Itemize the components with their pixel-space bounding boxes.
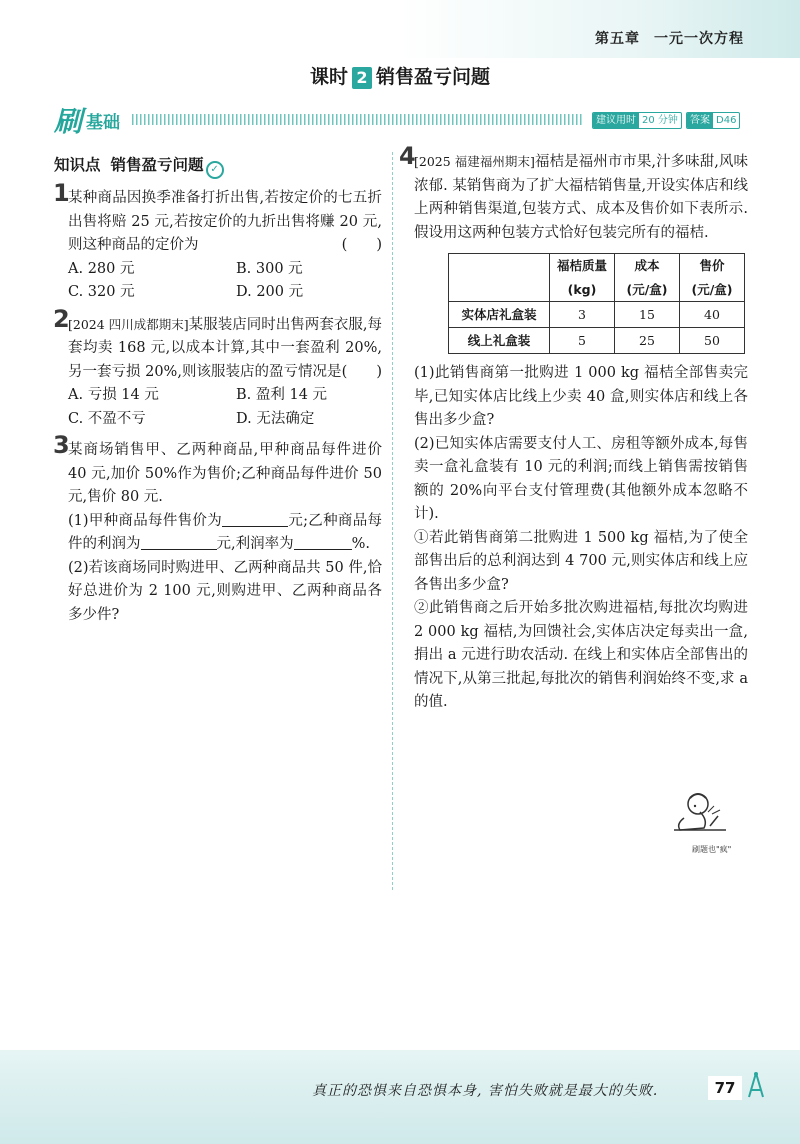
question-number: 2: [53, 304, 70, 333]
table-row: [449, 328, 745, 354]
table-cell: 25: [615, 328, 680, 354]
chapter-number: 第五章: [595, 31, 640, 47]
table-cell: 15: [615, 302, 680, 328]
table-cell: 50: [680, 328, 745, 354]
section-bar: [54, 104, 760, 138]
sub-question-1: [68, 510, 382, 557]
option-c: C. 320 元: [68, 284, 135, 300]
suggested-time-key: 建议用时: [593, 113, 639, 128]
header-line1: 福桔质量: [556, 258, 607, 273]
question-text: 某种商品因换季准备打折出售,若按定价的七五折出售将赔 25 元,若按定价的九折出售将赚 20 元,则这种商品的定价为: [68, 190, 382, 253]
answer-page-tag: [686, 112, 740, 129]
table-header-cell: [550, 254, 615, 302]
section-logo: 刷: [54, 105, 83, 138]
answer-parentheses: ( ): [341, 237, 382, 253]
sub1-part-a: (1)甲种商品每件售价为: [68, 512, 223, 529]
knowledge-point-title: [54, 154, 382, 179]
sub-question-2-2: ②此销售商之后开始多批次购进福桔,每批次均购进 2 000 kg 福桔,为回馈社会,实体店决定每卖出一盒,捐出 a 元进行助农活动. 在线上和实体店全部售出的情况下,从第三批起,每批次的销售利润始终不变,求 a 的值.: [414, 600, 748, 710]
question-number: 4: [399, 142, 416, 170]
right-column: [399, 142, 748, 723]
study-doodle-icon: [660, 786, 750, 858]
table-row: [449, 302, 745, 328]
question-2: [53, 304, 382, 432]
option-c: C. 不盈不亏: [68, 410, 146, 427]
suggested-time-tag: [592, 112, 682, 129]
table-header-cell: [615, 254, 680, 302]
knowledge-point-label: 知识点: [54, 156, 101, 174]
question-text: 某服装店同时出售两套衣服,每套均卖 168 元,以成本计算,其中一套盈利 20%,另一套亏损 20%,则该服装店的盈亏情况是: [68, 316, 382, 380]
question-number: 1: [53, 179, 70, 207]
question-1: [53, 179, 382, 305]
section-stripe: [132, 114, 584, 125]
table-cell: 40: [680, 302, 745, 328]
check-icon: ✓: [206, 161, 224, 179]
sub1-part-c: 元,利润率为: [216, 536, 294, 552]
lesson-number-badge: 2: [352, 67, 372, 89]
sub-question-2: (2)已知实体店需要支付人工、房租等额外成本,每售卖一盒礼盒装有 10 元的利润;而线上销售需按销售额的 20%向平台支付管理费(其他额外成本忽略不计).: [414, 435, 748, 522]
header-line2: (元/盒): [691, 281, 733, 297]
compass-icon: [744, 1070, 768, 1100]
table-corner: [449, 254, 550, 302]
option-a: A. 亏损 14 元: [68, 387, 159, 403]
question-number: 3: [53, 431, 70, 459]
page-number: 77: [708, 1076, 742, 1100]
option-d: D. 200 元: [236, 284, 304, 300]
options: [68, 258, 382, 305]
question-source: [2024 四川成都期末]: [68, 316, 189, 332]
answer-blank[interactable]: [141, 533, 217, 550]
doodle-caption: 刷题也"疯": [692, 845, 732, 854]
table-cell: 3: [550, 302, 615, 328]
knowledge-point-name: 销售盈亏问题: [110, 156, 204, 174]
header-line1: 售价: [699, 258, 725, 273]
question-source: [2025 福建福州期末]: [414, 154, 535, 169]
lesson-name: 销售盈亏问题: [376, 66, 491, 88]
sub1-part-b: 元;乙种商品每件的利润为: [68, 512, 383, 552]
answer-value: D46: [716, 115, 737, 126]
table-cell: 5: [550, 328, 615, 354]
sub-question-2-1: ①若此销售商第二批购进 1 500 kg 福桔,为了使全部售出后的总利润达到 4 700 元,则实体店和线上应各售出多少盒?: [414, 529, 748, 593]
lesson-prefix: 课时: [309, 66, 348, 88]
chapter-label: [595, 28, 744, 48]
header-line1: 成本: [634, 258, 660, 273]
header-line2: (kg): [567, 281, 597, 297]
sub-question-1: (1)此销售商第一批购进 1 000 kg 福桔全部售卖完毕,已知实体店比线上少卖 40 盒,则实体店和线上各售出多少盒?: [414, 365, 748, 428]
option-b: B. 300 元: [236, 260, 303, 277]
suggested-time-value: 20 分钟: [642, 115, 678, 126]
answer-blank[interactable]: [222, 510, 288, 527]
table-header-cell: [680, 254, 745, 302]
question-3: [53, 431, 383, 627]
footer-quote: 真正的恐惧来自恐惧本身, 害怕失败就是最大的失败.: [312, 1083, 659, 1099]
lesson-title: [0, 62, 800, 89]
table-row-header: 实体店礼盒装: [449, 302, 550, 328]
section-name: 基础: [86, 113, 120, 133]
answer-blank[interactable]: [294, 533, 352, 550]
question-text: 某商场销售甲、乙两种商品,甲种商品每件进价 40 元,加价 50%作为售价;乙种商品每件进价 50 元,售价 80 元.: [68, 442, 382, 505]
header-line2: (元/盒): [626, 281, 668, 297]
question-4: [399, 142, 748, 715]
options: [68, 384, 382, 431]
packaging-table: [448, 253, 745, 354]
table-row-header: 线上礼盒装: [449, 328, 550, 354]
answer-key: 答案: [687, 113, 713, 128]
sub1-part-d: %.: [351, 536, 370, 552]
option-d: D. 无法确定: [236, 410, 315, 427]
question-text: 福桔是福州市市果,汁多味甜,风味浓郁. 某销售商为了扩大福桔销售量,开设实体店和线上两种销售渠道,包装方式、成本及售价如下表所示. 假设用这两种包装方式恰好包装完所有的福桔.: [414, 154, 748, 241]
table-header-row: [449, 254, 745, 302]
sub-question-2: (2)若该商场同时购进甲、乙两种商品共 50 件,恰好总进价为 2 100 元,则购进甲、乙两种商品各多少件?: [68, 559, 382, 623]
chapter-title: 一元一次方程: [654, 31, 744, 47]
left-column: [54, 150, 382, 635]
option-a: A. 280 元: [68, 260, 135, 277]
answer-parentheses: ( ): [341, 363, 382, 380]
option-b: B. 盈利 14 元: [236, 387, 328, 403]
